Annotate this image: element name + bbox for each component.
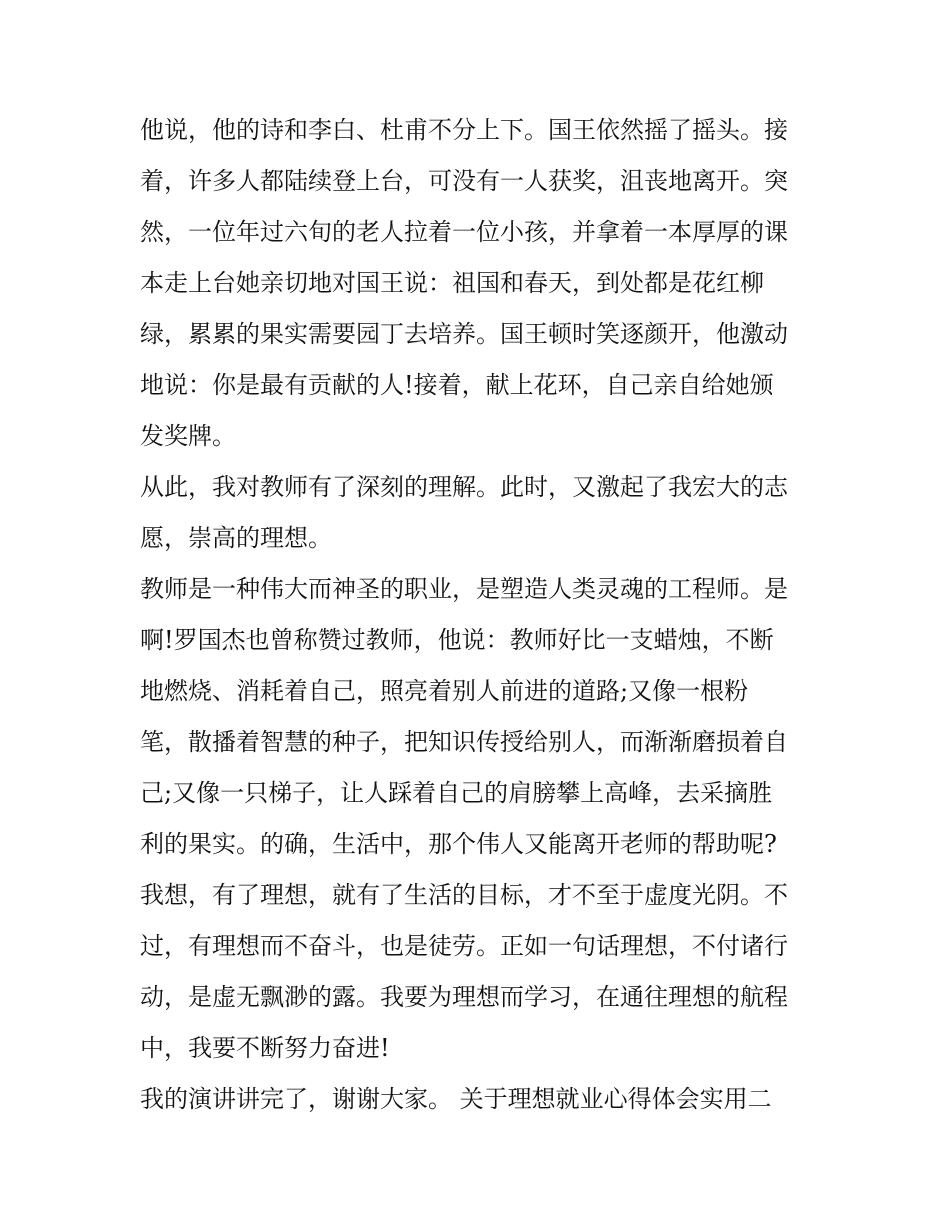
text-line: 着，许多人都陆续登上台，可没有一人获奖，沮丧地离开。突 — [140, 167, 788, 195]
text-line: 愿，崇高的理想。 — [140, 524, 332, 552]
text-line: 本走上台她亲切地对国王说：祖国和春天，到处都是花红柳 — [140, 269, 764, 297]
text-line: 然，一位年过六旬的老人拉着一位小孩，并拿着一本厚厚的课 — [140, 218, 788, 246]
text-line: 地说：你是最有贡献的人!接着，献上花环，自己亲自给她颁 — [140, 371, 774, 399]
text-line: 绿，累累的果实需要园丁去培养。国王顿时笑逐颜开，他激动 — [140, 320, 788, 348]
text-line: 我想，有了理想，就有了生活的目标，才不至于虚度光阴。不 — [140, 881, 788, 909]
text-line: 发奖牌。 — [140, 422, 236, 450]
text-line: 动，是虚无飘渺的露。我要为理想而学习，在通往理想的航程 — [140, 983, 788, 1011]
text-line: 啊!罗国杰也曾称赞过教师，他说：教师好比一支蜡烛，不断 — [140, 626, 774, 654]
document-body — [140, 105, 820, 1125]
text-line: 地燃烧、消耗着自己，照亮着别人前进的道路;又像一根粉 — [140, 677, 749, 705]
text-line: 我的演讲讲完了，谢谢大家。 关于理想就业心得体会实用二 — [140, 1085, 772, 1113]
text-line: 中，我要不断努力奋进! — [140, 1034, 390, 1062]
text-line: 从此，我对教师有了深刻的理解。此时，又激起了我宏大的志 — [140, 473, 788, 501]
text-line: 己;又像一只梯子，让人踩着自己的肩膀攀上高峰，去采摘胜 — [140, 779, 773, 807]
text-line: 过，有理想而不奋斗，也是徒劳。正如一句话理想，不付诸行 — [140, 932, 788, 960]
text-line: 利的果实。的确，生活中，那个伟人又能离开老师的帮助呢? — [140, 830, 777, 858]
text-line: 他说，他的诗和李白、杜甫不分上下。国王依然摇了摇头。接 — [140, 116, 788, 144]
text-line: 教师是一种伟大而神圣的职业，是塑造人类灵魂的工程师。是 — [140, 575, 788, 603]
text-line: 笔，散播着智慧的种子，把知识传授给别人，而渐渐磨损着自 — [140, 728, 788, 756]
